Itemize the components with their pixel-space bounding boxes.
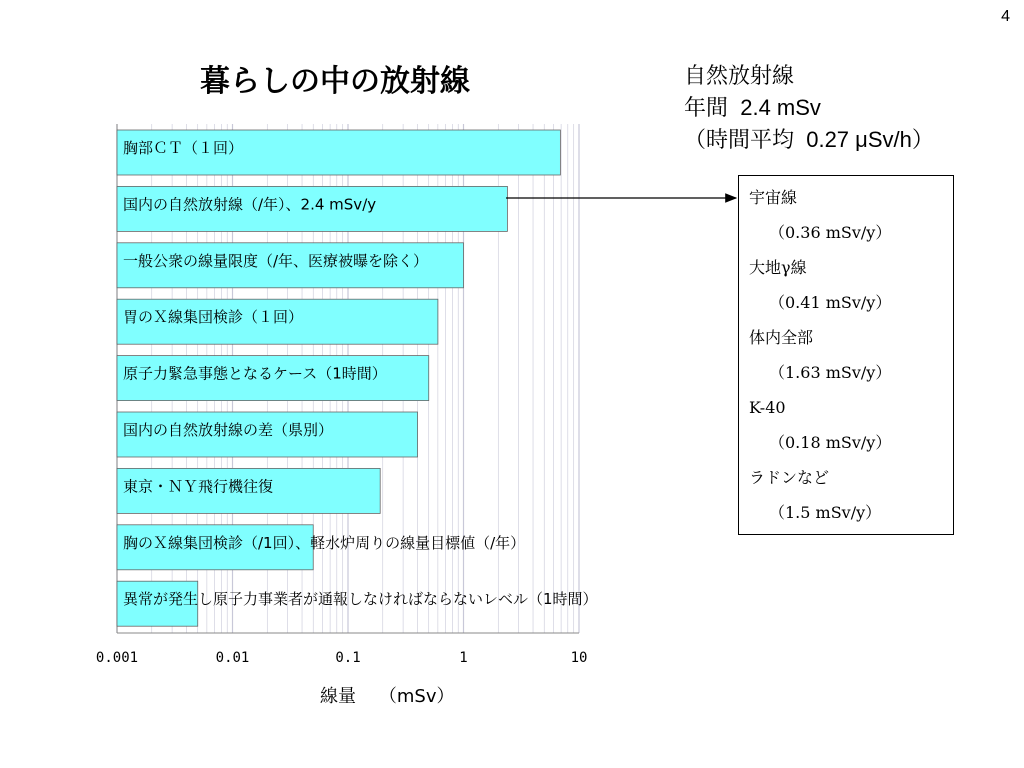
annual-dose: 年間 2.4 mSv — [684, 95, 821, 120]
breakdown-name: 体内全部 — [749, 328, 814, 347]
breakdown-value: （0.41 mSv/y） — [769, 293, 892, 312]
breakdown-item-internal — [749, 320, 943, 390]
x-tick-label: 10 — [570, 650, 588, 666]
breakdown-value: （1.63 mSv/y） — [769, 363, 892, 382]
breakdown-name: ラドンなど — [749, 468, 830, 487]
bar-label: 国内の自然放射線の差（県別） — [123, 421, 334, 439]
x-axis-title: 線量 （mSv） — [320, 686, 455, 707]
breakdown-value: （1.5 mSv/y） — [769, 503, 882, 522]
x-tick-label: 0.001 — [95, 650, 139, 666]
natural-radiation-breakdown — [738, 175, 954, 535]
slide-title: 暮らしの中の放射線 — [200, 64, 470, 99]
bar-label: 胃のＸ線集団検診（１回） — [123, 308, 304, 327]
x-tick-label: 1 — [459, 650, 468, 666]
breakdown-item-terrestrial — [749, 250, 943, 320]
breakdown-item-k40 — [749, 390, 943, 460]
x-tick-label: 0.01 — [215, 650, 250, 666]
bar-label: 東京・ＮＹ飛行機往復 — [123, 477, 274, 496]
breakdown-item-cosmic — [749, 180, 943, 250]
bar-label: 胸のＸ線集団検診（/1回）、軽水炉周りの線量目標値（/年） — [123, 533, 526, 552]
breakdown-value: （0.36 mSv/y） — [769, 223, 892, 242]
x-tick-label: 0.1 — [335, 650, 361, 666]
bar-label: 一般公衆の線量限度（/年、医療被曝を除く） — [123, 251, 429, 270]
bar-label: 胸部ＣＴ（１回） — [123, 139, 244, 157]
breakdown-value: （0.18 mSv/y） — [769, 433, 892, 452]
page-number: 4 — [1001, 8, 1010, 25]
breakdown-item-radon — [749, 460, 943, 530]
bar-label: 異常が発生し原子力事業者が通報しなければならないレベル（1時間） — [123, 590, 598, 609]
breakdown-name: 大地γ線 — [749, 258, 807, 277]
bar-label: 国内の自然放射線（/年）、2.4 mSv/y — [123, 195, 377, 214]
hourly-average-dose: （時間平均 0.27 μSv/h） — [684, 127, 934, 152]
breakdown-name: 宇宙線 — [749, 188, 798, 207]
bar-label: 原子力緊急事態となるケース（1時間） — [123, 364, 387, 383]
natural-radiation-label: 自然放射線 — [684, 63, 795, 88]
breakdown-name: K-40 — [749, 398, 786, 417]
